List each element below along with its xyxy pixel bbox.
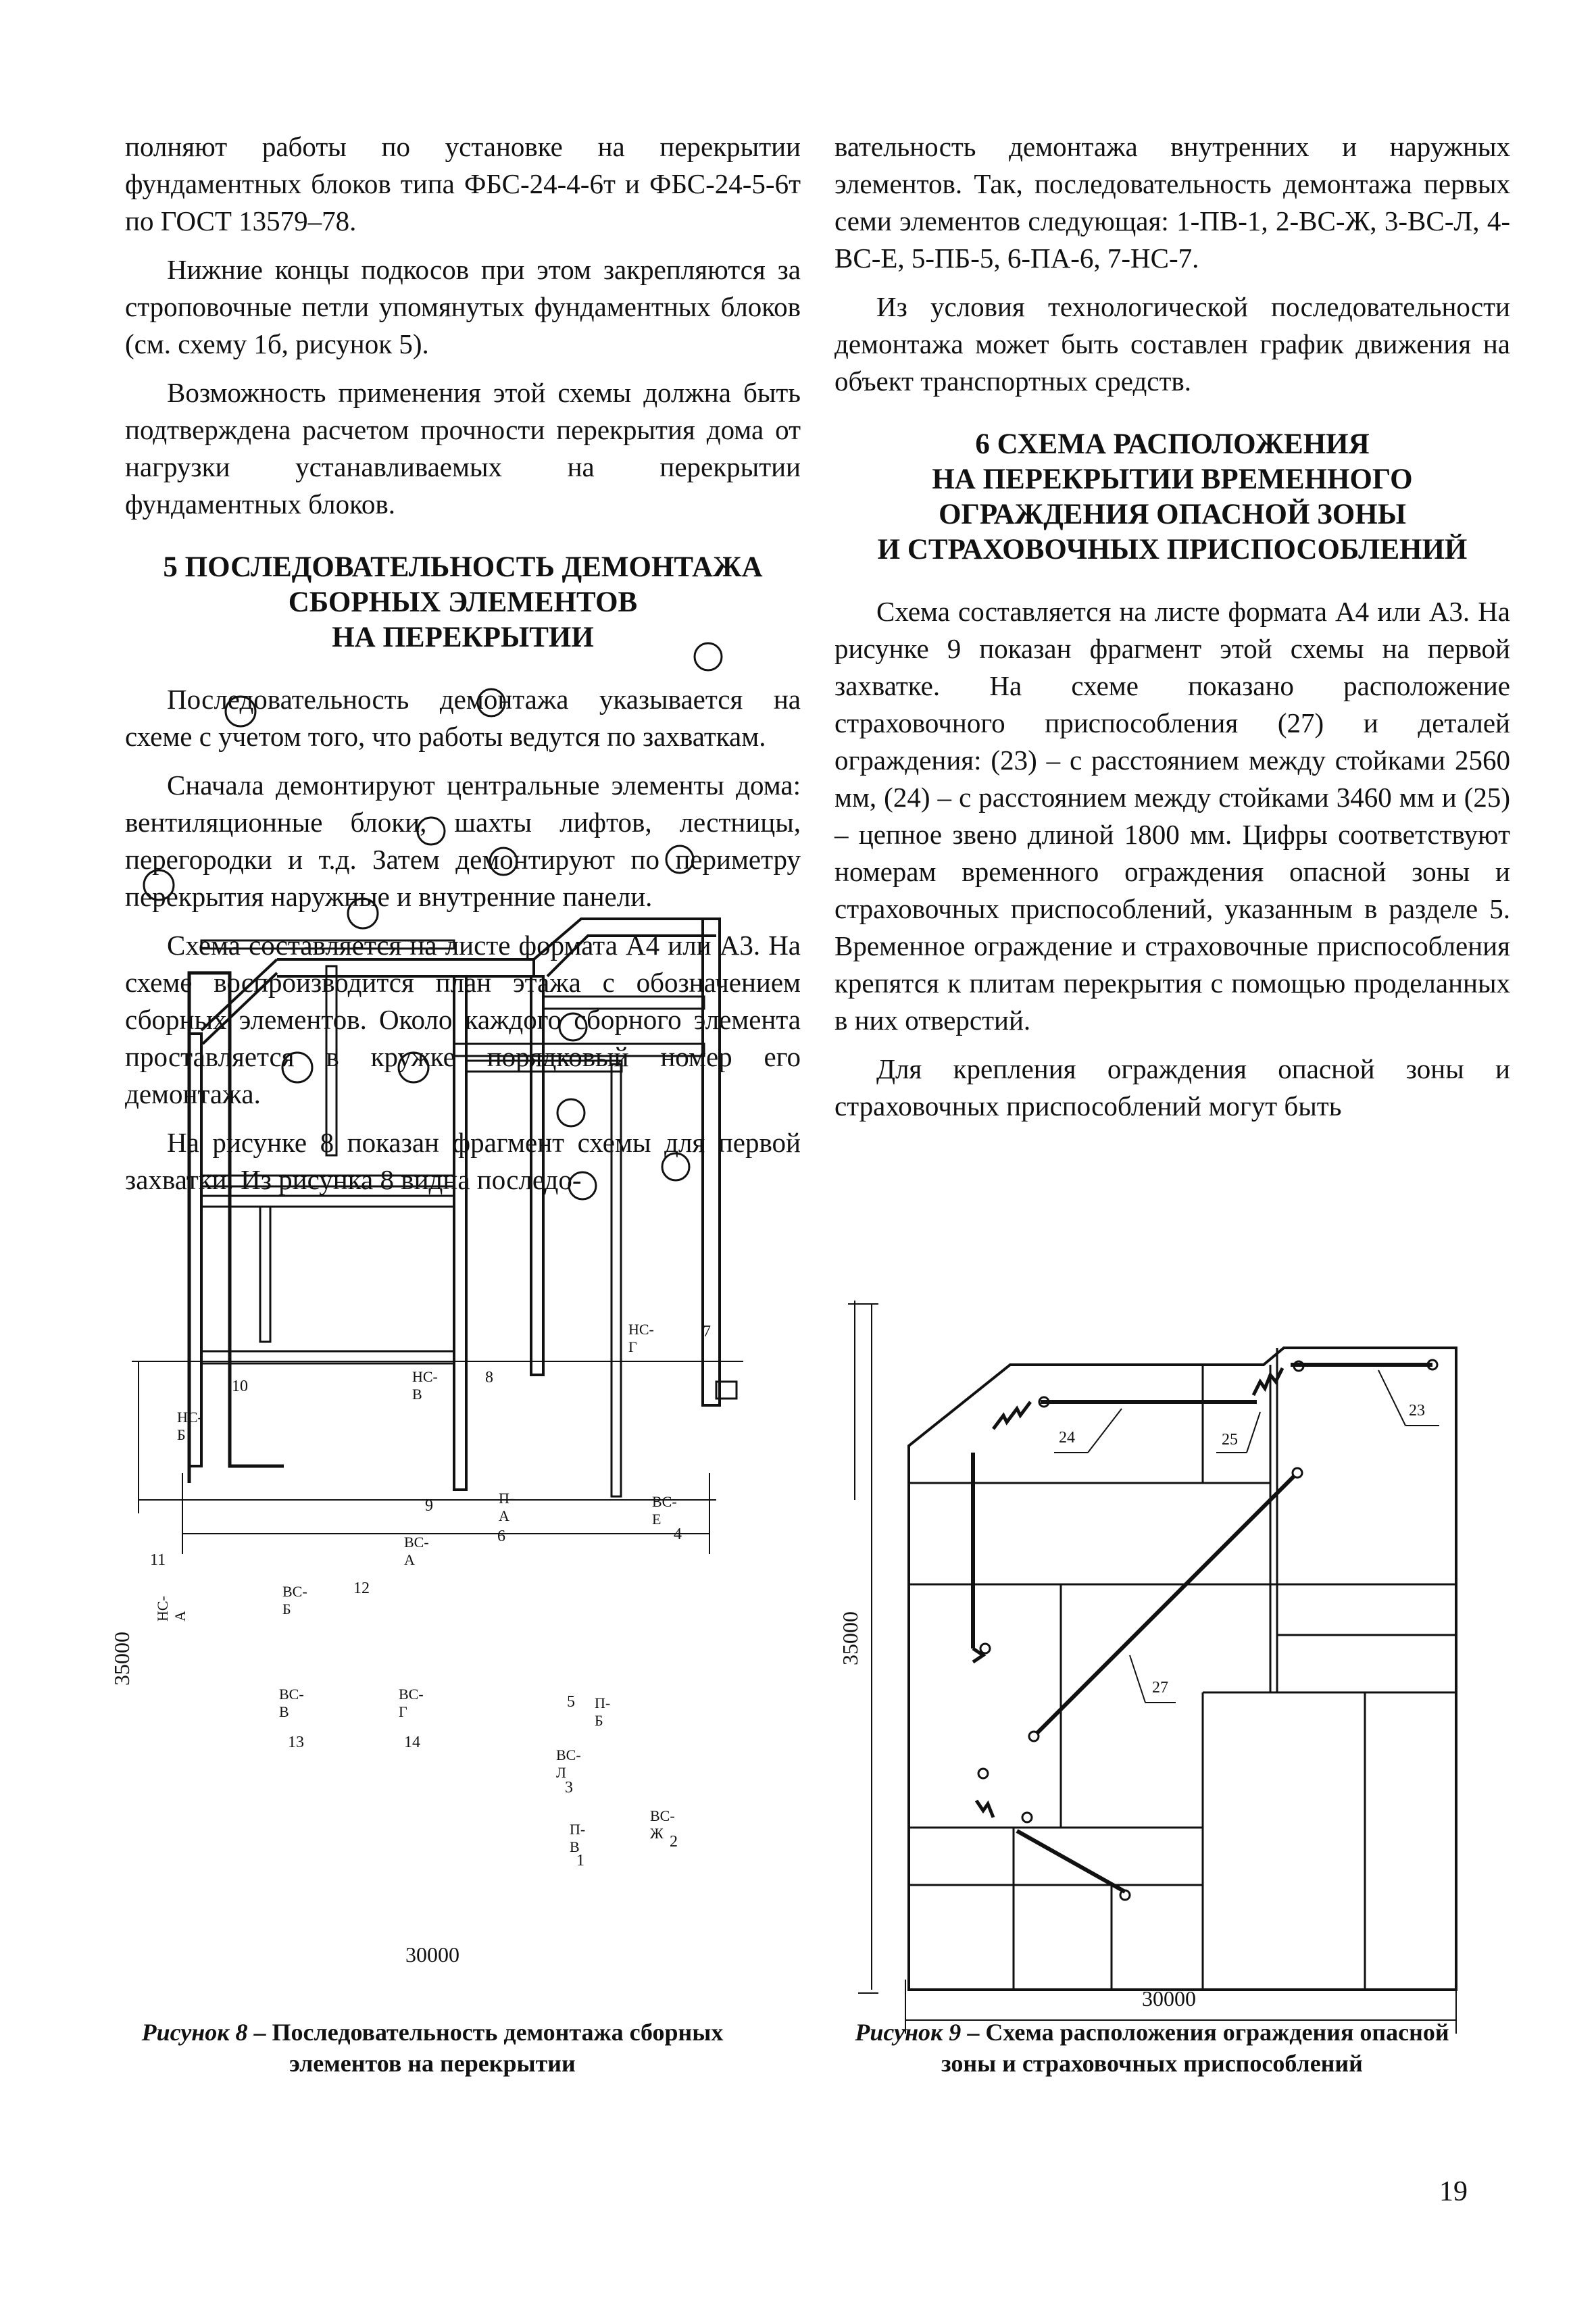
number-5: 5 — [567, 1693, 575, 1711]
paragraph: Схема составляется на листе формата А4 или А3. На схеме воспроизводится план этажа с обозначением сборных элементов. Около каждого сборного элемента проставляется в кружке порядковый номер его демонтажа. — [125, 930, 801, 1109]
label-p-a: П-А — [499, 1490, 515, 1524]
paragraph: Последовательность демонтажа указывается на схеме с учетом того, что работы ведутся по захваткам. — [125, 684, 801, 752]
caption-label: Рисунок 8 — [141, 2019, 248, 2046]
figure-9-caption — [841, 2017, 1463, 2079]
number-4: 4 — [674, 1526, 682, 1543]
paragraph: Схема составляется на листе формата А4 или А3. На рисунке 9 показан фрагмент этой схемы на первой захватке. На схеме показано расположение страховочного приспособления (27) и деталей ограждения: (23) – с расстоянием между стойками 2560 мм, (24) – с расстоянием между стойками 3460 мм и (25) – цепное звено длиной 1800 мм. Цифры соответствуют номерам временного ограждения опасной зоны и страховочных приспособлений, указанным в разделе 5. Временное ограждение и страховочные приспособления крепятся к плитам перекрытия с помощью проделанных в них отверстий. — [834, 596, 1510, 1036]
label-ns-a: НС-А — [154, 1596, 189, 1621]
number-11: 11 — [150, 1551, 166, 1569]
callout-27: 27 — [1152, 1679, 1168, 1696]
paragraph: Из условия технологической последовательности демонтажа может быть составлен график движения на объект транспортных средств. — [834, 291, 1510, 397]
paragraph: Сначала демонтируют центральные элементы дома: вентиляционные блоки, шахты лифтов, лестницы, перегородки и т.д. Затем демонтируют по периметру перекрытия наружные и внутренние панели. — [125, 770, 801, 912]
paragraph: Возможность применения этой схемы должна быть подтверждена расчетом прочности перекрытия дома от нагрузки устанавливаемых на перекрытии фундаментных блоков. — [125, 377, 801, 520]
number-14: 14 — [404, 1734, 420, 1751]
number-13: 13 — [288, 1734, 304, 1751]
number-12: 12 — [353, 1580, 370, 1597]
callout-25: 25 — [1222, 1431, 1238, 1449]
label-vs-e: ВС-Е — [652, 1493, 677, 1528]
fig8-width-dimension: 30000 — [405, 1942, 459, 1967]
number-1: 1 — [576, 1852, 584, 1869]
number-3: 3 — [565, 1779, 573, 1796]
heading-line: И СТРАХОВОЧНЫХ ПРИСПОСОБЛЕНИЙ — [877, 534, 1468, 565]
label-vs-a: ВС-А — [404, 1534, 429, 1568]
fig9-height-dimension: 35000 — [838, 1611, 862, 1665]
heading-line: СБОРНЫХ ЭЛЕМЕНТОВ — [288, 586, 638, 618]
label-ns-b: НС-Б — [177, 1409, 203, 1443]
heading-line: НА ПЕРЕКРЫТИИ ВРЕМЕННОГО — [932, 463, 1413, 495]
heading-line: НА ПЕРЕКРЫТИИ — [332, 622, 594, 653]
page-number: 19 — [1439, 2176, 1468, 2207]
label-vs-b: ВС-Б — [282, 1583, 307, 1617]
number-6: 6 — [497, 1528, 505, 1545]
label-p-b: П-Б — [595, 1694, 611, 1729]
label-ns-g: НС-Г — [628, 1321, 654, 1355]
heading-line: 6 СХЕМА РАСПОЛОЖЕНИЯ — [975, 428, 1370, 460]
number-10: 10 — [232, 1378, 248, 1395]
label-ns-v: НС-В — [412, 1368, 438, 1403]
paragraph: полняют работы по установке на перекрытии фундаментных блоков типа ФБС-24-4-6т и ФБС-24-5-6т по ГОСТ 13579–78. — [125, 131, 801, 236]
caption-text: – Схема расположения ограждения опасной зоны и страховочных приспособлений — [941, 2019, 1449, 2077]
number-2: 2 — [670, 1833, 678, 1851]
heading-line: ОГРАЖДЕНИЯ ОПАСНОЙ ЗОНЫ — [939, 499, 1406, 530]
label-vs-zh: ВС-Ж — [650, 1807, 675, 1842]
paragraph: вательность демонтажа внутренних и наружных элементов. Так, последовательность демонтажа первых семи элементов следующая: 1-ПВ-1, 2-ВС-Ж, 3-ВС-Л, 4-ВС-Е, 5-ПБ-5, 6-ПА-6, 7-НС-7. — [834, 131, 1510, 274]
callout-24: 24 — [1059, 1429, 1075, 1447]
callout-23: 23 — [1409, 1402, 1425, 1419]
paragraph: На рисунке 8 показан фрагмент схемы для первой захватки. Из рисунка 8 видна последо- — [125, 1127, 801, 1195]
number-7: 7 — [703, 1323, 711, 1340]
paragraph: Для крепления ограждения опасной зоны и страховочных приспособлений могут быть — [834, 1053, 1510, 1122]
label-vs-v: ВС-В — [279, 1686, 304, 1720]
number-9: 9 — [425, 1497, 433, 1515]
fig8-height-dimension: 35000 — [109, 1632, 134, 1686]
label-vs-g: ВС-Г — [399, 1686, 424, 1720]
fig9-width-dimension: 30000 — [1142, 1986, 1196, 2011]
caption-text: – Последовательность демонтажа сборных элементов на перекрытии — [247, 2019, 724, 2077]
label-vs-l: ВС-Л — [556, 1746, 581, 1781]
caption-label: Рисунок 9 — [855, 2019, 962, 2046]
label-p-v: П-В — [570, 1821, 586, 1855]
paragraph: Нижние концы подкосов при этом закрепляются за строповочные петли упомянутых фундаментных блоков (см. схему 1б, рисунок 5). — [125, 254, 801, 359]
heading-line: 5 ПОСЛЕДОВАТЕЛЬНОСТЬ ДЕМОНТАЖА — [163, 551, 763, 583]
number-8: 8 — [485, 1369, 493, 1386]
